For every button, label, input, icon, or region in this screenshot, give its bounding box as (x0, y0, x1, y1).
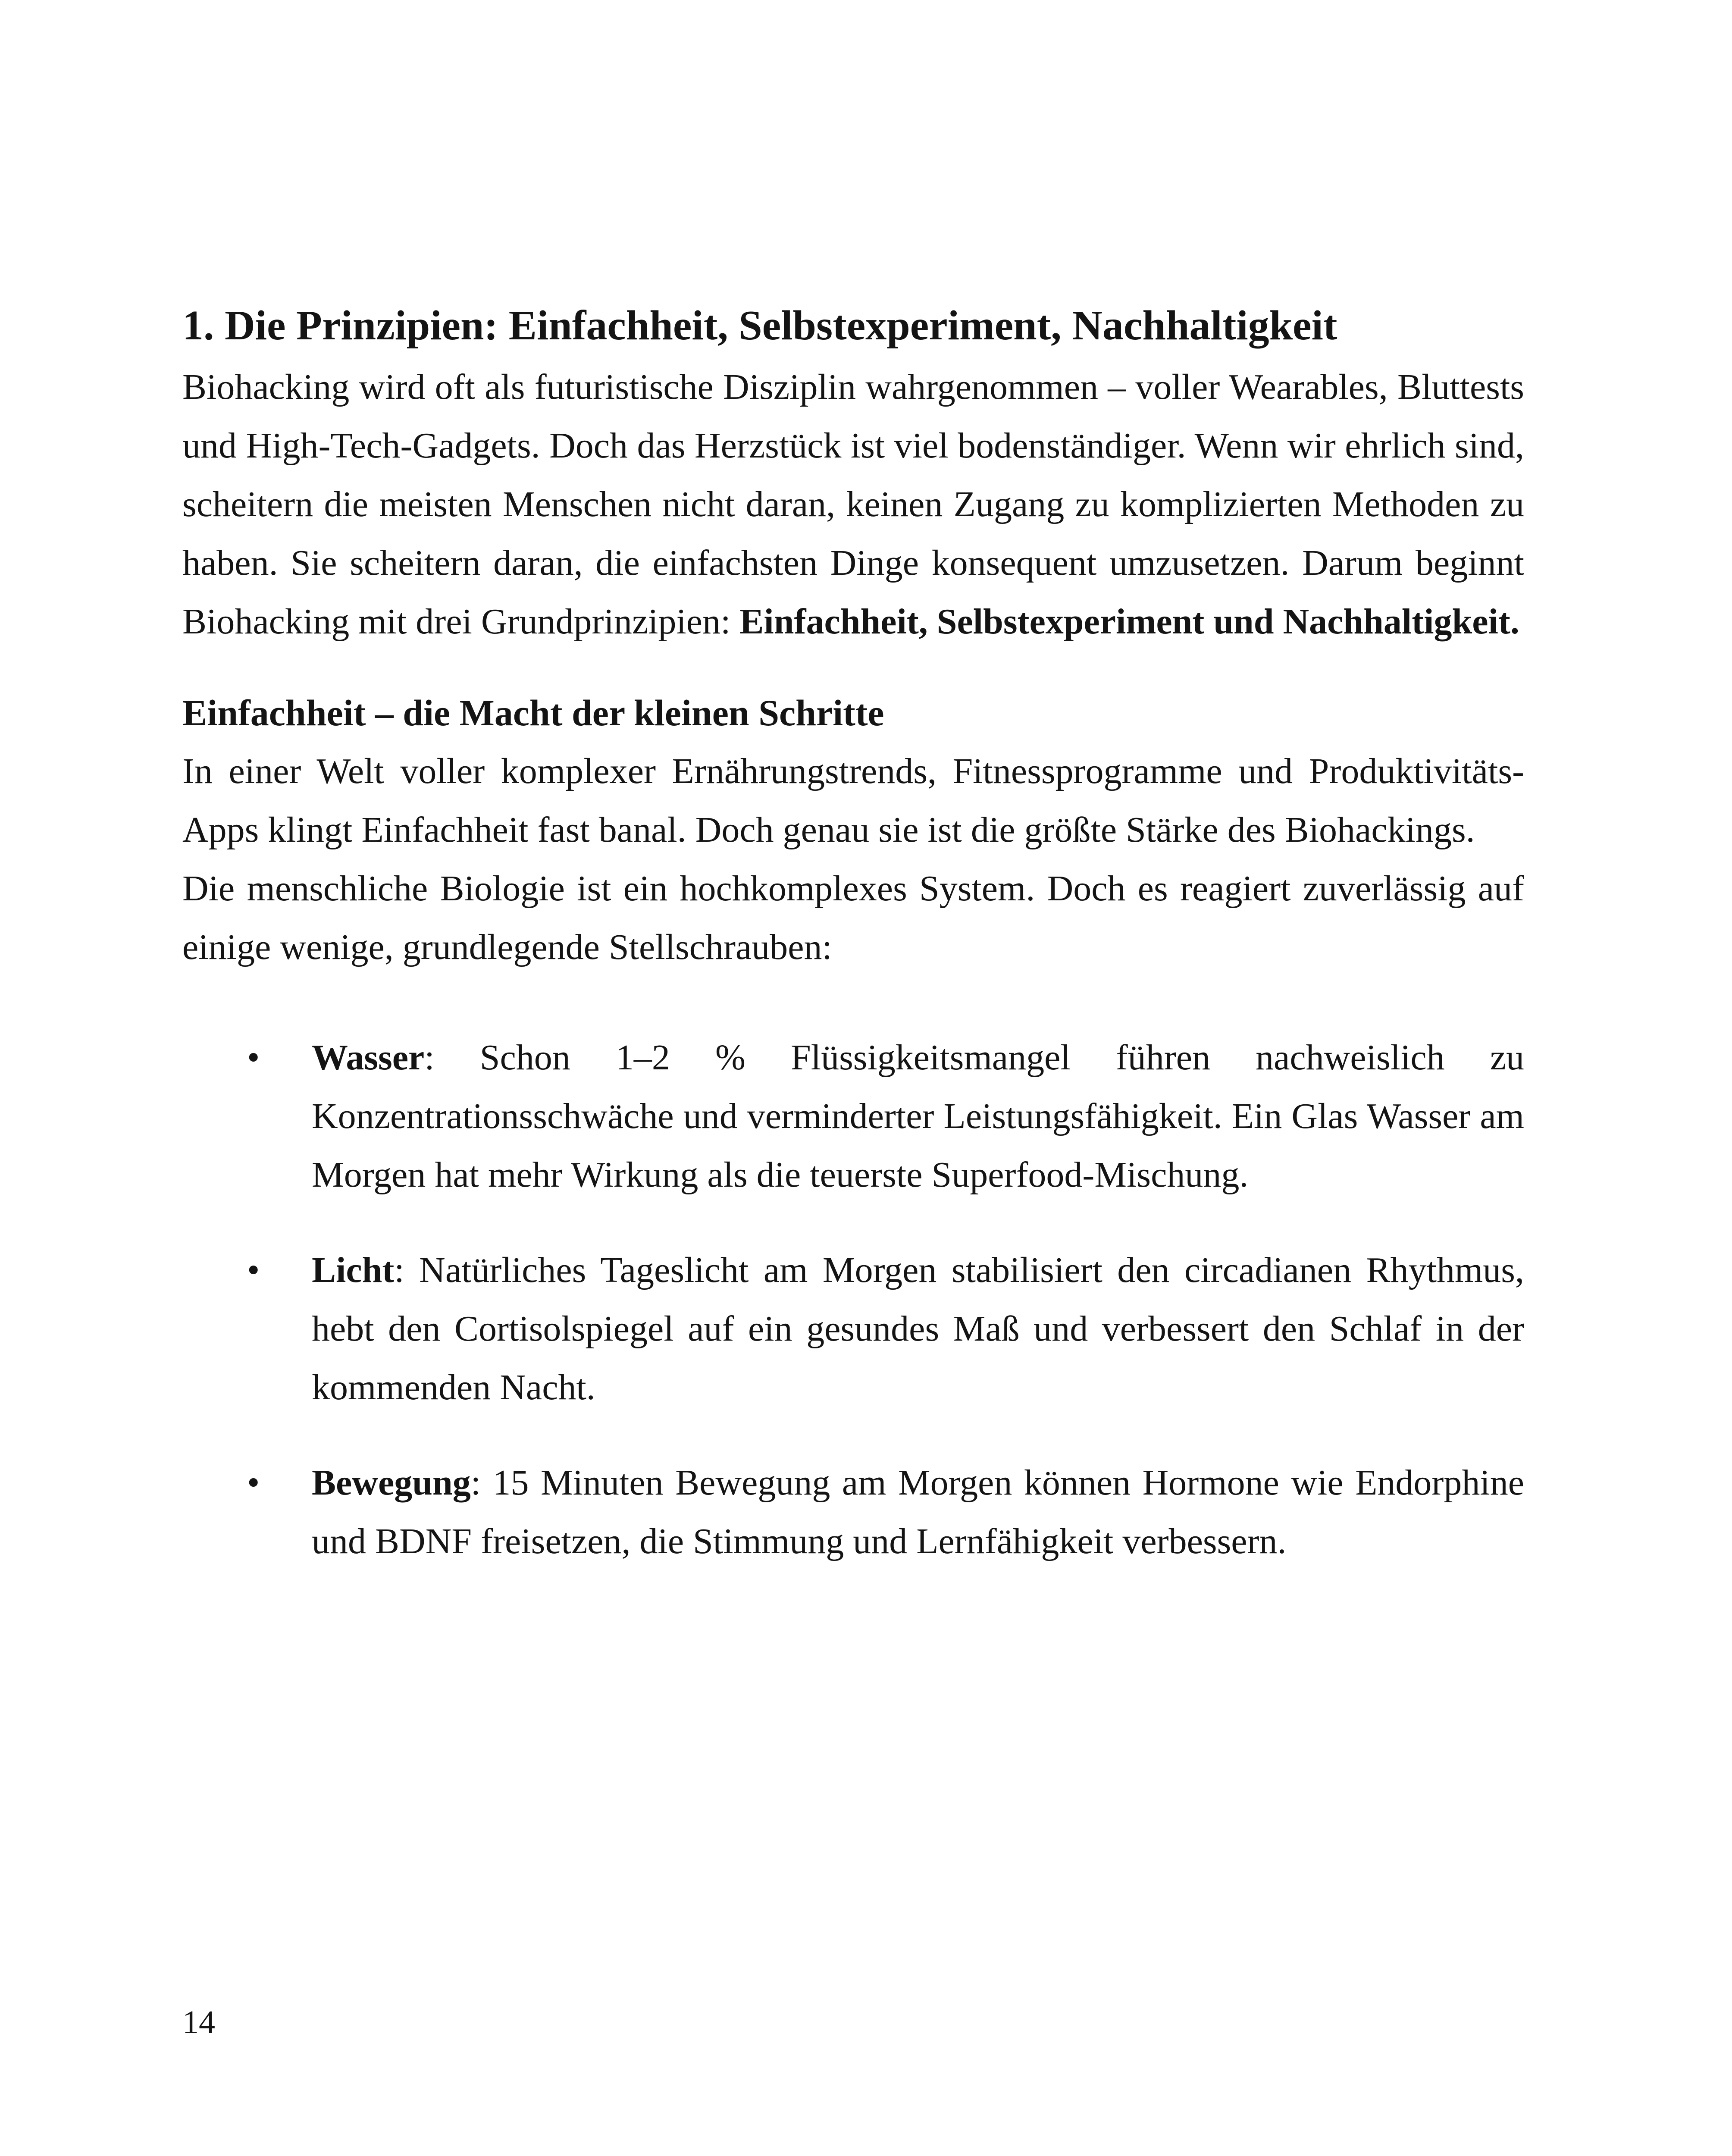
page-number: 14 (182, 2004, 215, 2040)
list-item-text (312, 1241, 1524, 1417)
list-item-term: Wasser (312, 1037, 425, 1078)
list-item-term: Licht (312, 1250, 395, 1290)
chapter-title: 1. Die Prinzipien: Einfachheit, Selbstexperiment, Nachhaltigkeit (182, 302, 1337, 349)
list-item-term: Bewegung (312, 1463, 471, 1503)
list-item-text (312, 1028, 1524, 1204)
section-title: Einfachheit – die Macht der kleinen Schritte (182, 692, 884, 733)
intro-text: Biohacking wird oft als futuristische Disziplin wahrgenommen – voller Wearables, Bluttests und High-Tech-Gadgets. Doch das Herzstück ist viel bodenständiger. Wenn wir ehrlich sind, scheitern die meisten Menschen nicht daran, keinen Zugang zu komplizierten Methoden zu haben. Sie scheitern daran, die einfachsten Dinge konsequent umzusetzen. Darum beginnt Biohacking mit drei Grundprinzipien: (182, 367, 1524, 642)
list-item-description: : Schon 1–2 % Flüssigkeitsmangel führen nachweislich zu Konzentrationsschwäche und verminderter Leistungsfähigkeit. Ein Glas Wasser am Morgen hat mehr Wirkung als die teuerste Superfood-Mischung. (312, 1037, 1524, 1195)
list-item-text (312, 1454, 1524, 1571)
list-item (182, 1028, 1524, 1204)
list-item-description: : Natürliches Tageslicht am Morgen stabilisiert den circadianen Rhythmus, hebt den Cortisolspiegel auf ein gesundes Maß und verbessert den Schlaf in der kommenden Nacht. (312, 1250, 1524, 1407)
list-item-description: : 15 Minuten Bewegung am Morgen können Hormone wie Endorphine und BDNF freisetzen, die Stimmung und Lernfähigkeit verbessern. (312, 1463, 1524, 1561)
list-item (182, 1241, 1524, 1417)
section-paragraph-2: Die menschliche Biologie ist ein hochkomplexes System. Doch es reagiert zuverlässig auf einige wenige, grundlegende Stellschrauben: (182, 868, 1524, 967)
principles-bullet-list (182, 1028, 1524, 1571)
intro-paragraph (182, 358, 1524, 651)
intro-bold-principles: Einfachheit, Selbstexperiment und Nachhaltigkeit. (739, 602, 1519, 642)
section-paragraph-1: In einer Welt voller komplexer Ernährungstrends, Fitnessprogramme und Produktivitäts-Apps klingt Einfachheit fast banal. Doch genau sie ist die größte Stärke des Biohackings. (182, 751, 1524, 850)
bullet-icon: • (247, 1250, 260, 1290)
bullet-icon: • (247, 1037, 260, 1078)
list-item (182, 1454, 1524, 1571)
page-content (182, 293, 1524, 1571)
bullet-icon: • (247, 1463, 260, 1503)
